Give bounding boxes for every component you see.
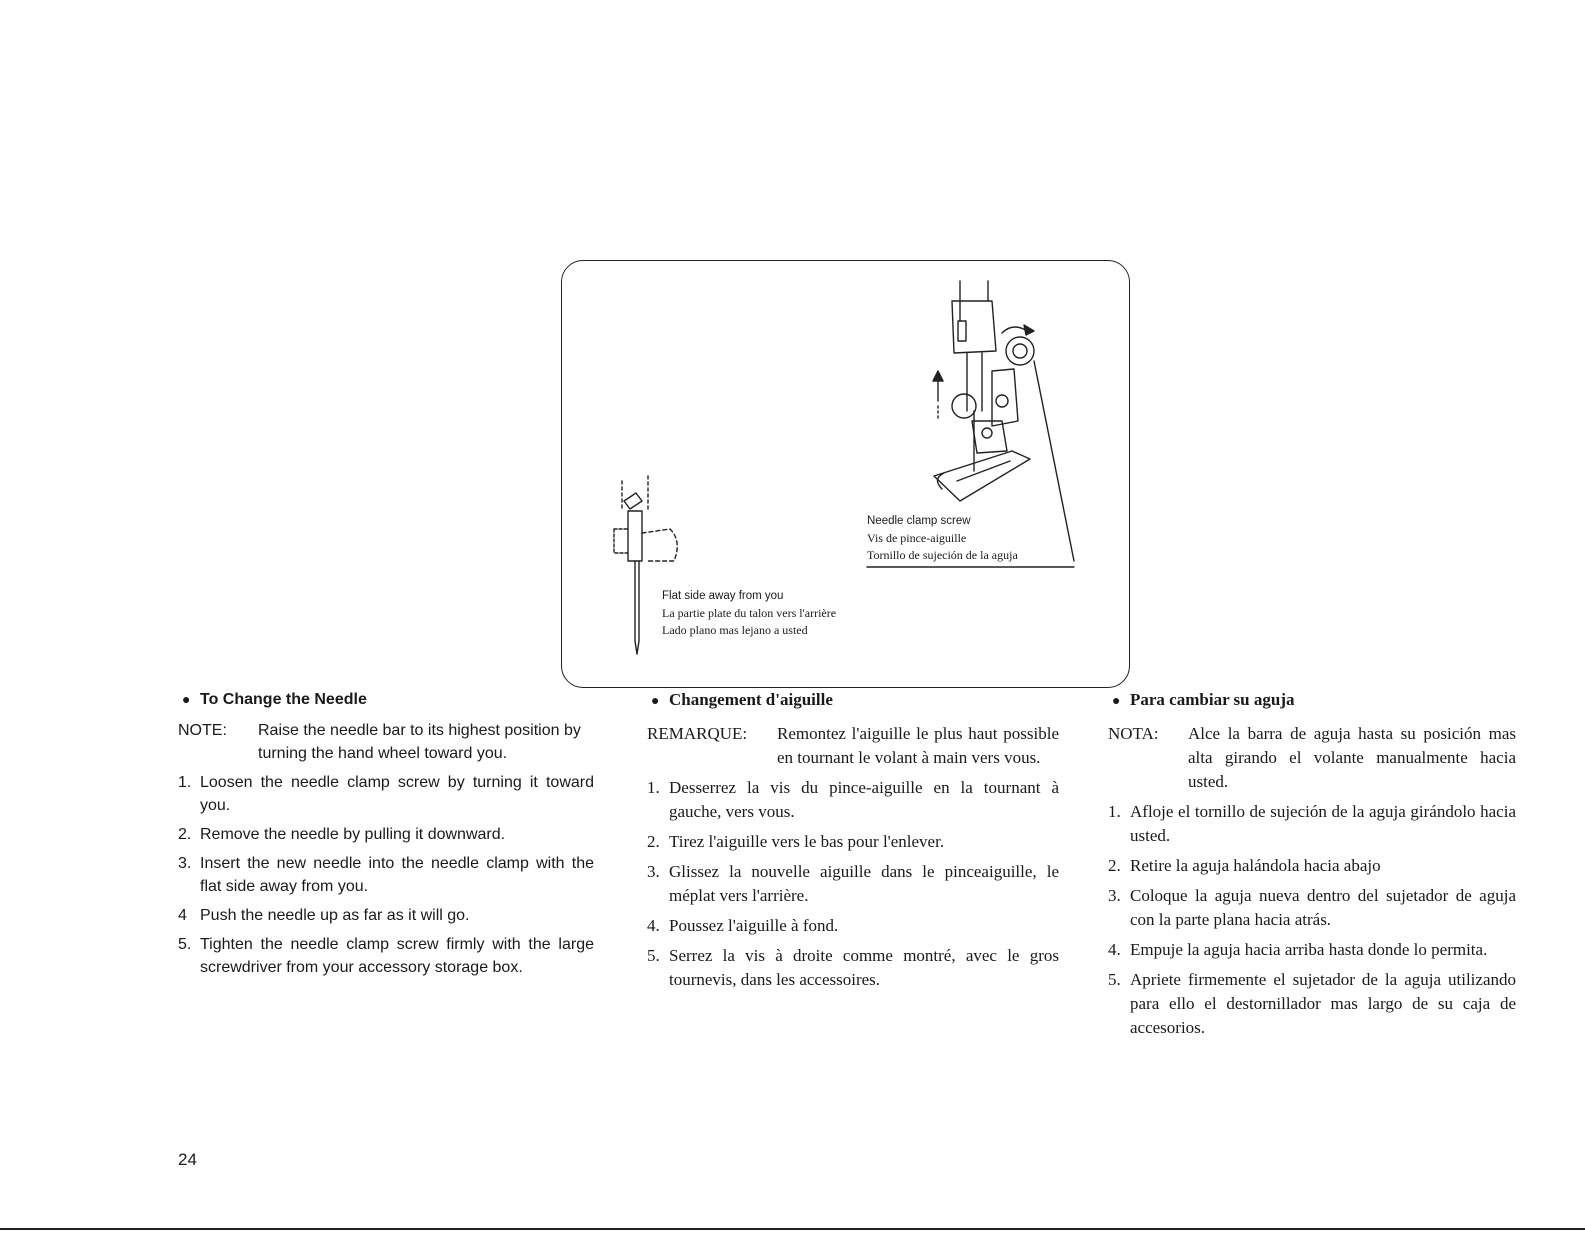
step-number: 3. (647, 862, 660, 881)
illustration-frame (561, 260, 1130, 688)
step-text: Empuje la aguja hacia arriba hasta donde lo permita. (1130, 940, 1488, 959)
list-item (647, 830, 1059, 854)
list-item (178, 823, 594, 846)
bullet-icon: ● (182, 691, 191, 707)
list-item (178, 904, 594, 927)
needle-change-illustration (562, 261, 1131, 689)
bullet-icon: ● (651, 694, 660, 709)
list-item (647, 944, 1059, 992)
step-text: Loosen the needle clamp screw by turning it toward you. (200, 774, 594, 814)
french-instructions (647, 688, 1059, 998)
needle-clamp-screw-label-es: Tornillo de sujeción de la aguja (867, 548, 1018, 562)
french-note-text: Remontez l'aiguille le plus haut possible en tournant le volant à main vers vous. (777, 724, 1059, 767)
step-number: 2. (647, 832, 660, 851)
english-heading (182, 688, 594, 711)
list-item (1108, 938, 1516, 962)
english-instructions (178, 688, 594, 985)
flat-side-label-es: Lado plano mas lejano a usted (662, 623, 808, 637)
step-text: Apriete firmemente el sujetador de la aguja utilizando para ello el destornillador mas largo de su caja de accesorios. (1130, 970, 1516, 1037)
list-item (1108, 884, 1516, 932)
page-number: 24 (178, 1150, 197, 1169)
spanish-note-label: NOTA: (1108, 724, 1159, 743)
step-number: 4. (647, 916, 660, 935)
step-number: 1. (647, 778, 660, 797)
step-text: Desserrez la vis du pince-aiguille en la tournant à gauche, vers vous. (669, 778, 1059, 821)
bullet-icon: ● (1112, 694, 1121, 709)
needle-clamp-screw-label-en: Needle clamp screw (867, 515, 971, 527)
french-note (647, 722, 1059, 770)
step-number: 1. (1108, 802, 1121, 821)
step-number: 3. (1108, 886, 1121, 905)
list-item (647, 776, 1059, 824)
french-steps (647, 776, 1059, 992)
step-number: 5. (647, 946, 660, 965)
step-text: Tirez l'aiguille vers le bas pour l'enlever. (669, 832, 945, 851)
french-heading-text: Changement d'aiguille (669, 690, 833, 709)
list-item (647, 860, 1059, 908)
step-text: Glissez la nouvelle aiguille dans le pinceaiguille, le méplat vers l'arrière. (669, 862, 1059, 905)
list-item (178, 771, 594, 817)
flat-side-label-fr: La partie plate du talon vers l'arrière (662, 606, 837, 620)
step-number: 3. (178, 855, 192, 872)
list-item (178, 933, 594, 979)
french-heading (651, 688, 1059, 714)
english-note (178, 719, 594, 765)
french-note-label: REMARQUE: (647, 724, 748, 743)
english-note-label: NOTE: (178, 722, 227, 739)
flat-side-label-en: Flat side away from you (662, 590, 784, 602)
english-heading-text: To Change the Needle (200, 691, 367, 708)
step-text: Insert the new needle into the needle clamp with the flat side away from you. (200, 855, 594, 895)
step-text: Remove the needle by pulling it downward. (200, 826, 506, 843)
step-text: Afloje el tornillo de sujeción de la aguja girándolo hacia usted. (1130, 802, 1516, 845)
english-note-text: Raise the needle bar to its highest position by turning the hand wheel toward you. (258, 722, 581, 762)
step-number: 2. (1108, 856, 1121, 875)
step-number: 5. (1108, 970, 1121, 989)
step-number: 4 (178, 907, 187, 924)
bottom-divider (0, 1228, 1585, 1230)
spanish-note (1108, 722, 1516, 794)
step-text: Push the needle up as far as it will go. (200, 907, 470, 924)
spanish-heading (1112, 688, 1516, 714)
list-item (1108, 968, 1516, 1040)
spanish-instructions (1108, 688, 1516, 1046)
list-item (1108, 854, 1516, 878)
step-number: 4. (1108, 940, 1121, 959)
step-number: 2. (178, 826, 192, 843)
step-text: Poussez l'aiguille à fond. (669, 916, 839, 935)
step-text: Retire la aguja halándola hacia abajo (1130, 856, 1381, 875)
step-text: Coloque la aguja nueva dentro del sujetador de aguja con la parte plana hacia atrás. (1130, 886, 1516, 929)
step-number: 1. (178, 774, 192, 791)
step-text: Tighten the needle clamp screw firmly with the large screwdriver from your accessory storage box. (200, 936, 594, 976)
spanish-steps (1108, 800, 1516, 1040)
spanish-heading-text: Para cambiar su aguja (1130, 690, 1295, 709)
needle-clamp-screw-label-fr: Vis de pince-aiguille (867, 531, 967, 545)
english-steps (178, 771, 594, 979)
list-item (178, 852, 594, 898)
step-number: 5. (178, 936, 192, 953)
spanish-note-text: Alce la barra de aguja hasta su posición mas alta girando el volante manualmente hacia usted. (1188, 724, 1516, 791)
list-item (647, 914, 1059, 938)
list-item (1108, 800, 1516, 848)
step-text: Serrez la vis à droite comme montré, avec le gros tournevis, dans les accessoires. (669, 946, 1059, 989)
